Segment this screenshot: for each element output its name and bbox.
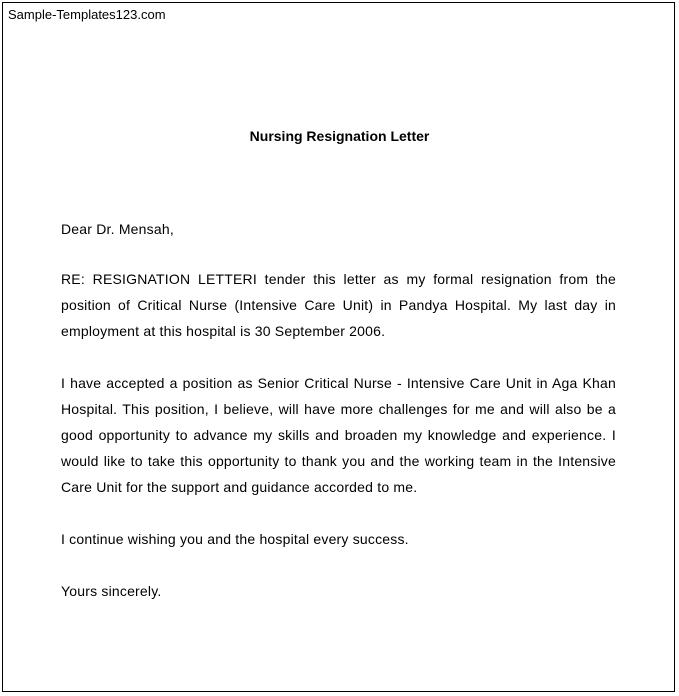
site-watermark: Sample-Templates123.com xyxy=(8,7,166,22)
letter-body xyxy=(61,216,616,630)
closing: Yours sincerely. xyxy=(61,583,162,599)
paragraph-resignation: RE: RESIGNATION LETTERI tender this letter as my formal resignation from the position of Critical Nurse (Intensive Care Unit) in Pandya Hospital. My last day in employment at this hospital is 30 September 2006. xyxy=(61,271,616,339)
letter-page xyxy=(2,2,675,692)
paragraph-wishes: I continue wishing you and the hospital every success. xyxy=(61,531,409,547)
salutation: Dear Dr. Mensah, xyxy=(61,221,174,237)
paragraph-new-position: I have accepted a position as Senior Critical Nurse - Intensive Care Unit in Aga Khan Hospital. This position, I believe, will have more challenges for me and will also be a good opportunity to advance my skills and broaden my knowledge and experience. I would like to take this opportunity to thank you and the working team in the Intensive Care Unit for the support and guidance accorded to me. xyxy=(61,375,616,495)
letter-title: Nursing Resignation Letter xyxy=(249,128,430,144)
